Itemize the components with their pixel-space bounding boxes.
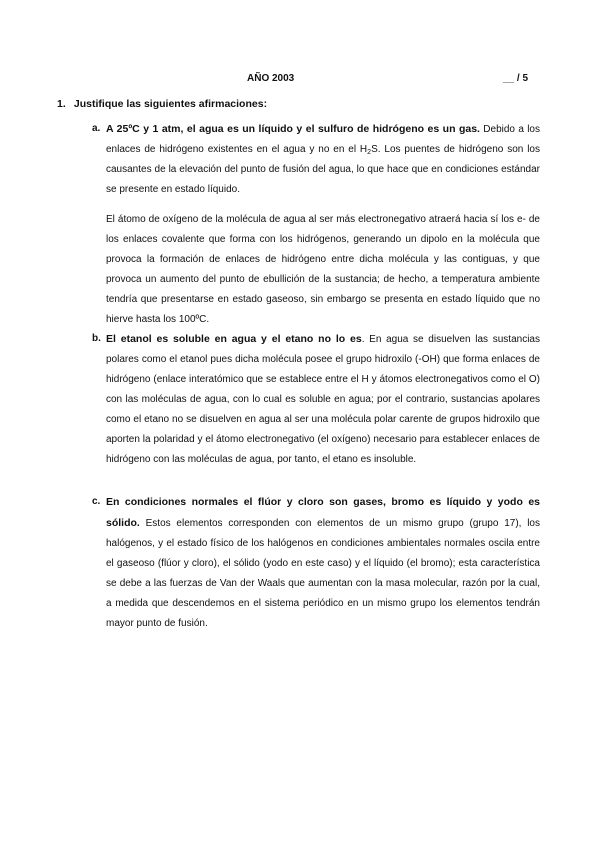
question-number: 1. <box>57 98 66 110</box>
header-score: __ / 5 <box>503 73 529 84</box>
item-b-text: . En agua se disuelven las sustancias polares como el etanol pues dicha molécula posee el grupo hidroxilo (-OH) que forma enlaces de hidrógeno (enlace interatómico que se establece entre el H y átomos electronegativos como el O) con las moléculas de agua, con lo cual es soluble en agua; por el contrario, sustancias apolares como el etano no se disuelven en agua al ser una molécula polar carente de grupos hidroxilo que aporten la polaridad y el átomo electronegativo (el oxígeno) necesario para establecer enlaces de hidrógeno con las moléculas de agua, por tanto, el etano es insoluble. <box>106 334 540 465</box>
item-b-statement: El etanol es soluble en agua y el etano no lo es <box>106 333 362 345</box>
question-heading-text: Justifique las siguientes afirmaciones: <box>73 98 268 110</box>
item-a-statement: A 25ºC y 1 atm, el agua es un líquido y el sulfuro de hidrógeno es un gas. <box>106 123 480 135</box>
question-heading <box>57 98 267 110</box>
item-c-statement: En condiciones normales el flúor y cloro son gases, bromo es líquido y yodo es sólido. <box>106 496 540 529</box>
item-a-paragraph-1 <box>106 119 540 200</box>
item-b-letter: b. <box>92 333 101 344</box>
header-year: AÑO 2003 <box>247 73 295 84</box>
item-c-text: Estos elementos corresponden con elementos de un mismo grupo (grupo 17), los halógenos, y el estado físico de los halógenos en condiciones ambientales normales oscila entre el gaseoso (flúor y cloro), el sólido (yodo en este caso) y el líquido (el bromo); esta característica se debe a las fuerzas de Van der Waals que aumentan con la masa molecular, razón por la cual, a medida que descendemos en el sistema periódico en un mismo grupo los elementos tendrán mayor punto de fusión. <box>106 518 540 629</box>
item-a-letter: a. <box>92 123 101 134</box>
item-c-paragraph <box>106 492 540 634</box>
item-a <box>92 119 540 330</box>
item-c <box>92 492 540 634</box>
h2s-subscript: 2 <box>367 149 372 156</box>
item-a-text-1: Debido a los enlaces de hidrógeno existentes en el agua y no en el H <box>106 124 540 155</box>
item-b <box>92 329 540 470</box>
item-a-paragraph-2: El átomo de oxígeno de la molécula de agua al ser más electronegativo atraerá hacia sí los e- de los enlaces covalente que forma con los hidrógenos, generando un dipolo en la molécula que provoca la formación de enlaces de hidrógeno entre dicha molécula y las contiguas, y que provoca un aumento del punto de ebullición de la sustancia; de hecho, a temperatura ambiente tendría que presentarse en estado gaseoso, sin embargo se presenta en estado líquido que no hierve hasta los 100ºC. <box>106 214 540 325</box>
item-a-text-2: S. Los puentes de hidrógeno son los causantes de la elevación del punto de fusión del agua, lo que hace que en condiciones estándar se presente en estado líquido. <box>106 144 540 195</box>
item-b-paragraph <box>106 329 540 470</box>
item-c-letter: c. <box>92 496 101 507</box>
